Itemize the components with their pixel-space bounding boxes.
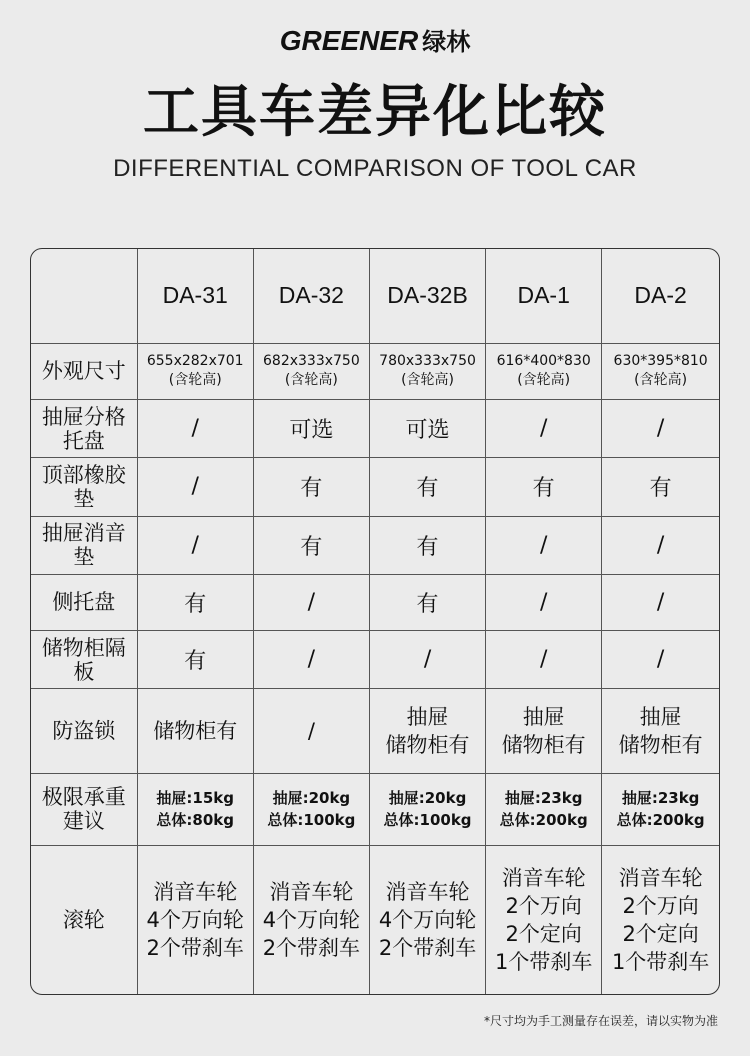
weight-line: 抽屉:23kg (621, 789, 700, 808)
feature-cell: / (137, 458, 253, 516)
dimension-cell (369, 343, 485, 399)
weight-line: 总体:100kg (267, 811, 356, 830)
weight-line: 总体:200kg (616, 811, 705, 830)
feature-cell: 有 (137, 574, 253, 630)
feature-cell: / (602, 400, 719, 458)
dimension-line: 655x282x701 (146, 353, 244, 370)
feature-cell: 有 (486, 458, 602, 516)
corner-cell (31, 249, 137, 343)
weight-cell (602, 773, 719, 845)
wheel-line: 2个万向 (505, 893, 582, 918)
feature-cell: / (137, 516, 253, 574)
feature-row (31, 631, 719, 689)
row-label: 滚轮 (31, 845, 137, 994)
weight-cell (137, 773, 253, 845)
feature-cell: / (369, 631, 485, 689)
weight-cell (486, 773, 602, 845)
feature-cell: / (486, 516, 602, 574)
weight-line: 总体:100kg (383, 811, 472, 830)
feature-cell: / (602, 516, 719, 574)
brand-logo (0, 24, 750, 58)
feature-cell: 有 (137, 631, 253, 689)
weight-line: 抽屉:20kg (272, 789, 351, 808)
wheel-line: 2个万向 (622, 893, 699, 918)
feature-row (31, 400, 719, 458)
wheel-line: 1个带刹车 (495, 949, 593, 974)
lock-line: 储物柜有 (385, 732, 470, 757)
footnote: *尺寸均为手工测量存在误差，请以实物为准 (483, 1014, 718, 1028)
feature-cell: 有 (369, 574, 485, 630)
wheel-cell (137, 845, 253, 994)
feature-cell: / (486, 631, 602, 689)
row-label: 极限承重建议 (31, 773, 137, 845)
feature-row (31, 516, 719, 574)
wheel-cell (602, 845, 719, 994)
dimension-line: 616*400*830 (496, 353, 591, 370)
feature-cell: / (486, 574, 602, 630)
lock-cell (137, 689, 253, 773)
wheels-row (31, 845, 719, 994)
feature-row (31, 574, 719, 630)
weight-cell (369, 773, 485, 845)
dimension-line: (含轮高) (284, 372, 338, 389)
wheel-cell (369, 845, 485, 994)
weight-line: 抽屉:23kg (504, 789, 583, 808)
brand-logo-latin: GREENER (279, 25, 419, 56)
dimension-line: (含轮高) (168, 372, 222, 389)
lock-line: 储物柜有 (618, 732, 703, 757)
feature-cell: / (253, 631, 369, 689)
wheel-line: 2个带刹车 (262, 935, 361, 960)
page-subtitle: DIFFERENTIAL COMPARISON OF TOOL CAR (113, 155, 637, 182)
dimension-line: (含轮高) (634, 372, 688, 389)
wheel-line: 2个定向 (505, 921, 582, 946)
comparison-table (30, 248, 720, 995)
lock-line: 储物柜有 (501, 732, 586, 757)
model-header: DA-31 (137, 249, 253, 343)
row-label: 防盗锁 (31, 689, 137, 773)
dimension-line: 682x333x750 (263, 353, 360, 370)
lock-cell (486, 689, 602, 773)
table-header-row (31, 249, 719, 343)
weight-cell (253, 773, 369, 845)
row-label: 抽屉消音垫 (31, 516, 137, 574)
wheel-line: 4个万向轮 (378, 907, 477, 932)
dimension-cell (253, 343, 369, 399)
feature-cell: / (253, 574, 369, 630)
dimension-cell (137, 343, 253, 399)
feature-cell: 有 (369, 458, 485, 516)
lock-cell (369, 689, 485, 773)
dimension-line: 630*395*810 (613, 353, 708, 370)
page-title: 工具车差异化比较 (143, 80, 607, 145)
wheel-line: 消音车轮 (385, 879, 470, 904)
row-label: 储物柜隔板 (31, 631, 137, 689)
feature-cell: / (602, 631, 719, 689)
wheel-line: 2个带刹车 (378, 935, 477, 960)
lock-line: 储物柜有 (153, 718, 238, 743)
feature-row (31, 458, 719, 516)
feature-cell: 有 (369, 516, 485, 574)
feature-cell: / (602, 574, 719, 630)
wheel-line: 消音车轮 (501, 865, 586, 890)
dimension-line: (含轮高) (401, 372, 454, 389)
row-label: 侧托盘 (31, 574, 137, 630)
wheel-line: 2个定向 (622, 921, 699, 946)
wheel-line: 消音车轮 (269, 879, 354, 904)
dimensions-row (31, 343, 719, 399)
dimension-line: (含轮高) (517, 372, 571, 389)
row-label: 顶部橡胶垫 (31, 458, 137, 516)
dimension-cell (486, 343, 602, 399)
feature-cell: 可选 (253, 400, 369, 458)
weight-line: 抽屉:20kg (388, 789, 467, 808)
wheel-cell (486, 845, 602, 994)
model-header: DA-2 (602, 249, 719, 343)
lock-row (31, 689, 719, 773)
feature-cell: 有 (602, 458, 719, 516)
lock-cell (253, 689, 369, 773)
lock-line: / (307, 718, 315, 743)
feature-cell: / (486, 400, 602, 458)
brand-logo-chinese: 绿林 (422, 28, 471, 56)
dimension-cell (602, 343, 719, 399)
lock-line: 抽屉 (522, 704, 565, 729)
weight-line: 总体:200kg (499, 811, 588, 830)
lock-cell (602, 689, 719, 773)
dimension-line: 780x333x750 (379, 353, 476, 370)
lock-line: 抽屉 (406, 704, 449, 729)
weight-line: 总体:80kg (156, 811, 235, 830)
wheel-line: 2个带刹车 (146, 935, 244, 960)
feature-cell: / (137, 400, 253, 458)
wheel-line: 4个万向轮 (262, 907, 361, 932)
row-label: 抽屉分格托盘 (31, 400, 137, 458)
feature-cell: 有 (253, 516, 369, 574)
model-header: DA-32B (369, 249, 485, 343)
wheel-cell (253, 845, 369, 994)
feature-cell: 有 (253, 458, 369, 516)
row-label: 外观尺寸 (31, 343, 137, 399)
weight-line: 抽屉:15kg (156, 789, 235, 808)
model-header: DA-32 (253, 249, 369, 343)
model-header: DA-1 (486, 249, 602, 343)
wheel-line: 1个带刹车 (611, 949, 710, 974)
wheel-line: 4个万向轮 (146, 907, 244, 932)
lock-line: 抽屉 (639, 704, 682, 729)
wheel-line: 消音车轮 (618, 865, 703, 890)
feature-cell: 可选 (369, 400, 485, 458)
weight-row (31, 773, 719, 845)
wheel-line: 消音车轮 (153, 879, 238, 904)
